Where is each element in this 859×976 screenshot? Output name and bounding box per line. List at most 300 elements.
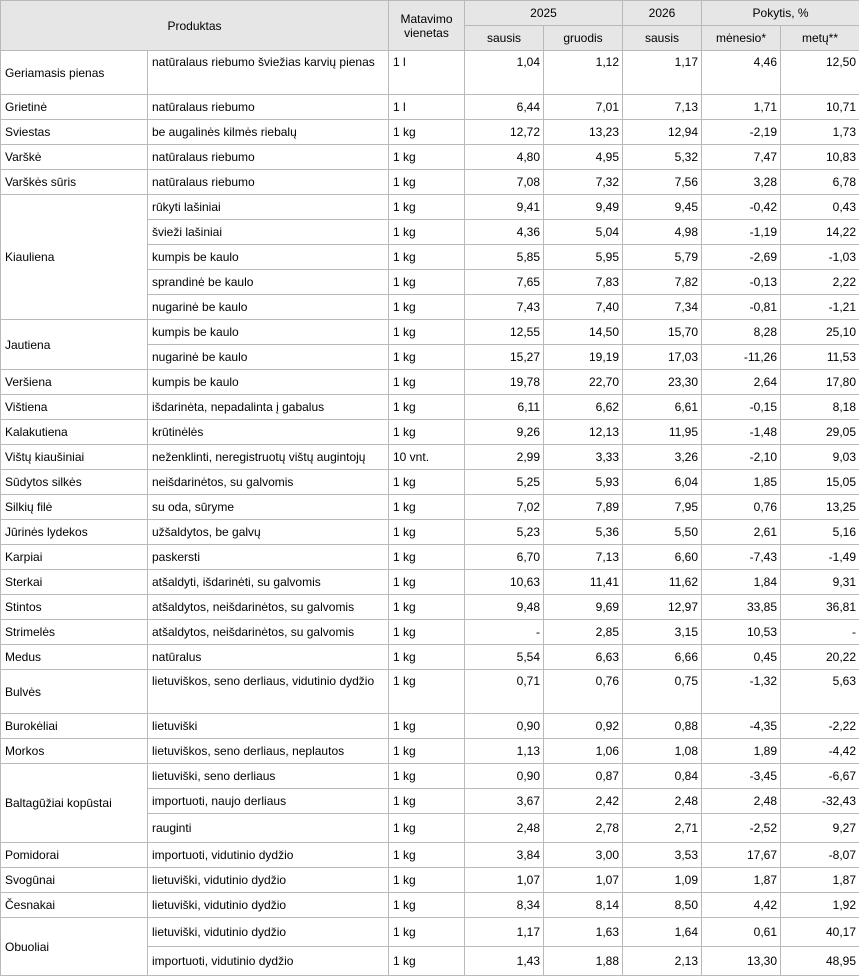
measure-unit: 1 kg <box>389 620 465 645</box>
product-description: neženklinti, neregistruotų vištų augintojų <box>148 445 389 470</box>
product-name: Jūrinės lydekos <box>1 520 148 545</box>
table-row <box>1 120 859 145</box>
product-name: Vištiena <box>1 395 148 420</box>
product-name: Strimelės <box>1 620 148 645</box>
month-change: 1,85 <box>702 470 781 495</box>
price-jan-2025: 5,54 <box>465 645 544 670</box>
price-dec-2025: 5,93 <box>544 470 623 495</box>
product-description: lietuviški <box>148 714 389 739</box>
measure-unit: 1 kg <box>389 345 465 370</box>
year-change: 29,05 <box>781 420 859 445</box>
price-dec-2025: 7,01 <box>544 95 623 120</box>
price-jan-2026: 0,84 <box>623 764 702 789</box>
measure-unit: 1 kg <box>389 947 465 976</box>
price-jan-2025: 3,84 <box>465 843 544 868</box>
price-jan-2025: 0,90 <box>465 764 544 789</box>
price-jan-2026: 2,71 <box>623 814 702 843</box>
measure-unit: 1 kg <box>389 789 465 814</box>
measure-unit: 1 kg <box>389 739 465 764</box>
price-dec-2025: 3,33 <box>544 445 623 470</box>
measure-unit: 1 kg <box>389 470 465 495</box>
product-description: nugarinė be kaulo <box>148 295 389 320</box>
year-change: 36,81 <box>781 595 859 620</box>
product-name: Sterkai <box>1 570 148 595</box>
price-jan-2025: 5,85 <box>465 245 544 270</box>
price-dec-2025: 5,95 <box>544 245 623 270</box>
price-jan-2025: - <box>465 620 544 645</box>
header-unit: Matavimo vienetas <box>389 1 465 51</box>
product-description: rūkyti lašiniai <box>148 195 389 220</box>
price-jan-2026: 5,50 <box>623 520 702 545</box>
measure-unit: 1 l <box>389 51 465 95</box>
measure-unit: 1 kg <box>389 764 465 789</box>
price-jan-2025: 1,07 <box>465 868 544 893</box>
product-name: Stintos <box>1 595 148 620</box>
product-description: lietuviški, seno derliaus <box>148 764 389 789</box>
product-name: Baltagūžiai kopūstai <box>1 764 148 843</box>
month-change: 0,61 <box>702 918 781 947</box>
price-jan-2026: 6,04 <box>623 470 702 495</box>
table-row <box>1 620 859 645</box>
price-dec-2025: 5,04 <box>544 220 623 245</box>
month-change: 0,76 <box>702 495 781 520</box>
measure-unit: 1 kg <box>389 645 465 670</box>
month-change: -2,52 <box>702 814 781 843</box>
price-jan-2025: 19,78 <box>465 370 544 395</box>
table-row <box>1 320 859 345</box>
price-jan-2026: 7,82 <box>623 270 702 295</box>
price-dec-2025: 1,07 <box>544 868 623 893</box>
measure-unit: 1 kg <box>389 545 465 570</box>
price-dec-2025: 2,42 <box>544 789 623 814</box>
price-jan-2026: 3,15 <box>623 620 702 645</box>
measure-unit: 1 kg <box>389 893 465 918</box>
product-description: lietuviški, vidutinio dydžio <box>148 893 389 918</box>
price-jan-2025: 0,71 <box>465 670 544 714</box>
price-jan-2026: 5,32 <box>623 145 702 170</box>
price-jan-2025: 9,41 <box>465 195 544 220</box>
month-change: 0,45 <box>702 645 781 670</box>
price-dec-2025: 6,63 <box>544 645 623 670</box>
price-dec-2025: 7,89 <box>544 495 623 520</box>
product-name: Jautiena <box>1 320 148 370</box>
month-change: -0,81 <box>702 295 781 320</box>
price-dec-2025: 9,69 <box>544 595 623 620</box>
price-dec-2025: 1,63 <box>544 918 623 947</box>
month-change: -0,15 <box>702 395 781 420</box>
price-dec-2025: 19,19 <box>544 345 623 370</box>
price-dec-2025: 0,76 <box>544 670 623 714</box>
product-description: neišdarinėtos, su galvomis <box>148 470 389 495</box>
product-description: nugarinė be kaulo <box>148 345 389 370</box>
product-description: atšaldytos, neišdarinėtos, su galvomis <box>148 595 389 620</box>
month-change: 2,64 <box>702 370 781 395</box>
month-change: -1,48 <box>702 420 781 445</box>
month-change: 1,87 <box>702 868 781 893</box>
month-change: 1,71 <box>702 95 781 120</box>
year-change: 40,17 <box>781 918 859 947</box>
month-change: 10,53 <box>702 620 781 645</box>
price-jan-2025: 1,13 <box>465 739 544 764</box>
product-description: atšaldyti, išdarinėti, su galvomis <box>148 570 389 595</box>
year-change: -1,21 <box>781 295 859 320</box>
measure-unit: 1 kg <box>389 495 465 520</box>
measure-unit: 1 kg <box>389 520 465 545</box>
month-change: 17,67 <box>702 843 781 868</box>
product-description: kumpis be kaulo <box>148 370 389 395</box>
price-jan-2026: 7,13 <box>623 95 702 120</box>
header-product: Produktas <box>1 1 389 51</box>
product-description: krūtinėlės <box>148 420 389 445</box>
measure-unit: 1 kg <box>389 395 465 420</box>
product-description: importuoti, vidutinio dydžio <box>148 947 389 976</box>
product-name: Kiauliena <box>1 195 148 320</box>
product-description: natūralaus riebumo <box>148 170 389 195</box>
year-change: -6,67 <box>781 764 859 789</box>
price-jan-2025: 1,17 <box>465 918 544 947</box>
table-row <box>1 495 859 520</box>
table-row <box>1 714 859 739</box>
table-row <box>1 764 859 789</box>
price-dec-2025: 12,13 <box>544 420 623 445</box>
table-row <box>1 195 859 220</box>
price-jan-2026: 12,97 <box>623 595 702 620</box>
price-jan-2026: 2,48 <box>623 789 702 814</box>
measure-unit: 1 kg <box>389 843 465 868</box>
year-change: -1,49 <box>781 545 859 570</box>
price-jan-2025: 15,27 <box>465 345 544 370</box>
month-change: -11,26 <box>702 345 781 370</box>
price-dec-2025: 2,85 <box>544 620 623 645</box>
price-jan-2026: 5,79 <box>623 245 702 270</box>
price-jan-2025: 6,44 <box>465 95 544 120</box>
header-year-change: metų** <box>781 26 859 51</box>
price-dec-2025: 3,00 <box>544 843 623 868</box>
price-jan-2025: 6,11 <box>465 395 544 420</box>
product-name: Obuoliai <box>1 918 148 976</box>
year-change: -2,22 <box>781 714 859 739</box>
measure-unit: 1 kg <box>389 595 465 620</box>
product-name: Grietinė <box>1 95 148 120</box>
product-description: importuoti, naujo derliaus <box>148 789 389 814</box>
year-change: 2,22 <box>781 270 859 295</box>
header-change: Pokytis, % <box>702 1 859 26</box>
product-name: Kalakutiena <box>1 420 148 445</box>
measure-unit: 1 kg <box>389 714 465 739</box>
month-change: 8,28 <box>702 320 781 345</box>
product-name: Sūdytos silkės <box>1 470 148 495</box>
year-change: - <box>781 620 859 645</box>
product-name: Burokėliai <box>1 714 148 739</box>
price-jan-2026: 7,34 <box>623 295 702 320</box>
measure-unit: 1 kg <box>389 868 465 893</box>
header-month-change: mėnesio* <box>702 26 781 51</box>
measure-unit: 1 kg <box>389 270 465 295</box>
price-jan-2025: 3,67 <box>465 789 544 814</box>
product-description: rauginti <box>148 814 389 843</box>
table-row <box>1 918 859 947</box>
price-jan-2025: 9,26 <box>465 420 544 445</box>
product-description: lietuviškos, seno derliaus, vidutinio dydžio <box>148 670 389 714</box>
month-change: -7,43 <box>702 545 781 570</box>
measure-unit: 1 kg <box>389 814 465 843</box>
header-jan-2026: sausis <box>623 26 702 51</box>
price-jan-2026: 1,64 <box>623 918 702 947</box>
product-name: Varškės sūris <box>1 170 148 195</box>
year-change: 1,87 <box>781 868 859 893</box>
year-change: 6,78 <box>781 170 859 195</box>
table-row <box>1 420 859 445</box>
product-name: Karpiai <box>1 545 148 570</box>
product-description: natūralus <box>148 645 389 670</box>
price-jan-2026: 4,98 <box>623 220 702 245</box>
product-name: Geriamasis pienas <box>1 51 148 95</box>
header-dec-2025: gruodis <box>544 26 623 51</box>
table-row <box>1 51 859 95</box>
year-change: 0,43 <box>781 195 859 220</box>
year-change: -8,07 <box>781 843 859 868</box>
price-jan-2026: 8,50 <box>623 893 702 918</box>
year-change: 48,95 <box>781 947 859 976</box>
year-change: 8,18 <box>781 395 859 420</box>
price-dec-2025: 0,87 <box>544 764 623 789</box>
price-dec-2025: 6,62 <box>544 395 623 420</box>
product-name: Sviestas <box>1 120 148 145</box>
product-description: importuoti, vidutinio dydžio <box>148 843 389 868</box>
product-description: natūralaus riebumo <box>148 145 389 170</box>
price-jan-2025: 7,65 <box>465 270 544 295</box>
measure-unit: 1 kg <box>389 295 465 320</box>
price-jan-2025: 7,08 <box>465 170 544 195</box>
measure-unit: 1 kg <box>389 220 465 245</box>
month-change: 13,30 <box>702 947 781 976</box>
price-jan-2026: 11,95 <box>623 420 702 445</box>
product-name: Medus <box>1 645 148 670</box>
price-jan-2026: 3,53 <box>623 843 702 868</box>
product-description: kumpis be kaulo <box>148 245 389 270</box>
price-jan-2026: 1,08 <box>623 739 702 764</box>
price-dec-2025: 22,70 <box>544 370 623 395</box>
price-jan-2026: 15,70 <box>623 320 702 345</box>
price-jan-2026: 7,56 <box>623 170 702 195</box>
month-change: 7,47 <box>702 145 781 170</box>
price-dec-2025: 5,36 <box>544 520 623 545</box>
table-row <box>1 520 859 545</box>
price-jan-2025: 1,43 <box>465 947 544 976</box>
table-row <box>1 843 859 868</box>
table-row <box>1 470 859 495</box>
year-change: -32,43 <box>781 789 859 814</box>
table-row <box>1 868 859 893</box>
price-jan-2025: 7,43 <box>465 295 544 320</box>
price-jan-2026: 6,66 <box>623 645 702 670</box>
price-jan-2026: 3,26 <box>623 445 702 470</box>
product-description: švieži lašiniai <box>148 220 389 245</box>
product-description: kumpis be kaulo <box>148 320 389 345</box>
table-row <box>1 170 859 195</box>
price-jan-2026: 7,95 <box>623 495 702 520</box>
price-jan-2026: 17,03 <box>623 345 702 370</box>
product-name: Varškė <box>1 145 148 170</box>
month-change: -3,45 <box>702 764 781 789</box>
month-change: -0,42 <box>702 195 781 220</box>
table-row <box>1 893 859 918</box>
month-change: 33,85 <box>702 595 781 620</box>
price-dec-2025: 7,83 <box>544 270 623 295</box>
table-row <box>1 645 859 670</box>
month-change: 2,61 <box>702 520 781 545</box>
price-jan-2025: 4,80 <box>465 145 544 170</box>
month-change: 2,48 <box>702 789 781 814</box>
price-jan-2026: 12,94 <box>623 120 702 145</box>
product-name: Silkių filė <box>1 495 148 520</box>
price-jan-2026: 9,45 <box>623 195 702 220</box>
price-jan-2025: 6,70 <box>465 545 544 570</box>
price-dec-2025: 2,78 <box>544 814 623 843</box>
table-row <box>1 395 859 420</box>
price-jan-2025: 4,36 <box>465 220 544 245</box>
price-jan-2025: 1,04 <box>465 51 544 95</box>
measure-unit: 10 vnt. <box>389 445 465 470</box>
product-description: be augalinės kilmės riebalų <box>148 120 389 145</box>
measure-unit: 1 kg <box>389 195 465 220</box>
product-description: sprandinė be kaulo <box>148 270 389 295</box>
month-change: -0,13 <box>702 270 781 295</box>
table-row <box>1 445 859 470</box>
price-dec-2025: 11,41 <box>544 570 623 595</box>
year-change: 9,03 <box>781 445 859 470</box>
year-change: 1,73 <box>781 120 859 145</box>
product-name: Svogūnai <box>1 868 148 893</box>
table-body <box>1 51 859 976</box>
price-dec-2025: 7,32 <box>544 170 623 195</box>
header-year-2025: 2025 <box>465 1 623 26</box>
measure-unit: 1 kg <box>389 420 465 445</box>
month-change: 1,84 <box>702 570 781 595</box>
price-jan-2025: 9,48 <box>465 595 544 620</box>
price-dec-2025: 1,06 <box>544 739 623 764</box>
price-dec-2025: 14,50 <box>544 320 623 345</box>
product-name: Vištų kiaušiniai <box>1 445 148 470</box>
month-change: 4,42 <box>702 893 781 918</box>
product-description: lietuviški, vidutinio dydžio <box>148 918 389 947</box>
measure-unit: 1 kg <box>389 170 465 195</box>
price-jan-2026: 0,75 <box>623 670 702 714</box>
price-jan-2025: 8,34 <box>465 893 544 918</box>
year-change: 10,71 <box>781 95 859 120</box>
table-row <box>1 595 859 620</box>
product-description: atšaldytos, neišdarinėtos, su galvomis <box>148 620 389 645</box>
price-jan-2025: 2,48 <box>465 814 544 843</box>
price-jan-2025: 12,72 <box>465 120 544 145</box>
price-jan-2025: 5,25 <box>465 470 544 495</box>
table-row <box>1 739 859 764</box>
price-jan-2025: 5,23 <box>465 520 544 545</box>
month-change: -2,69 <box>702 245 781 270</box>
price-dec-2025: 7,13 <box>544 545 623 570</box>
header-year-2026: 2026 <box>623 1 702 26</box>
month-change: -4,35 <box>702 714 781 739</box>
year-change: 25,10 <box>781 320 859 345</box>
month-change: -2,19 <box>702 120 781 145</box>
product-description: natūralaus riebumo <box>148 95 389 120</box>
product-description: su oda, sūryme <box>148 495 389 520</box>
price-dec-2025: 8,14 <box>544 893 623 918</box>
table-row <box>1 95 859 120</box>
year-change: 12,50 <box>781 51 859 95</box>
year-change: 20,22 <box>781 645 859 670</box>
product-name: Česnakai <box>1 893 148 918</box>
price-jan-2026: 1,17 <box>623 51 702 95</box>
price-dec-2025: 7,40 <box>544 295 623 320</box>
table-header <box>1 1 859 51</box>
product-description: išdarinėta, nepadalinta į gabalus <box>148 395 389 420</box>
product-description: paskersti <box>148 545 389 570</box>
price-jan-2025: 10,63 <box>465 570 544 595</box>
table-row <box>1 145 859 170</box>
year-change: -4,42 <box>781 739 859 764</box>
product-description: natūralaus riebumo šviežias karvių pienas <box>148 51 389 95</box>
month-change: -1,19 <box>702 220 781 245</box>
price-dec-2025: 9,49 <box>544 195 623 220</box>
measure-unit: 1 kg <box>389 918 465 947</box>
price-dec-2025: 0,92 <box>544 714 623 739</box>
price-jan-2026: 0,88 <box>623 714 702 739</box>
price-jan-2026: 6,60 <box>623 545 702 570</box>
product-name: Bulvės <box>1 670 148 714</box>
year-change: 17,80 <box>781 370 859 395</box>
price-jan-2026: 1,09 <box>623 868 702 893</box>
price-jan-2025: 2,99 <box>465 445 544 470</box>
price-jan-2026: 2,13 <box>623 947 702 976</box>
price-jan-2026: 11,62 <box>623 570 702 595</box>
year-change: 13,25 <box>781 495 859 520</box>
month-change: -2,10 <box>702 445 781 470</box>
table-row <box>1 370 859 395</box>
product-name: Morkos <box>1 739 148 764</box>
price-jan-2025: 7,02 <box>465 495 544 520</box>
product-description: lietuviški, vidutinio dydžio <box>148 868 389 893</box>
year-change: 10,83 <box>781 145 859 170</box>
measure-unit: 1 kg <box>389 120 465 145</box>
product-description: užšaldytos, be galvų <box>148 520 389 545</box>
year-change: 9,31 <box>781 570 859 595</box>
year-change: 15,05 <box>781 470 859 495</box>
header-jan-2025: sausis <box>465 26 544 51</box>
month-change: 1,89 <box>702 739 781 764</box>
measure-unit: 1 kg <box>389 670 465 714</box>
year-change: 1,92 <box>781 893 859 918</box>
table-row <box>1 545 859 570</box>
measure-unit: 1 l <box>389 95 465 120</box>
price-jan-2026: 23,30 <box>623 370 702 395</box>
price-dec-2025: 1,88 <box>544 947 623 976</box>
year-change: 11,53 <box>781 345 859 370</box>
month-change: 4,46 <box>702 51 781 95</box>
year-change: -1,03 <box>781 245 859 270</box>
table-row <box>1 570 859 595</box>
price-dec-2025: 1,12 <box>544 51 623 95</box>
table-row <box>1 670 859 714</box>
price-dec-2025: 13,23 <box>544 120 623 145</box>
product-description: lietuviškos, seno derliaus, neplautos <box>148 739 389 764</box>
month-change: 3,28 <box>702 170 781 195</box>
measure-unit: 1 kg <box>389 370 465 395</box>
product-name: Veršiena <box>1 370 148 395</box>
measure-unit: 1 kg <box>389 570 465 595</box>
year-change: 5,63 <box>781 670 859 714</box>
year-change: 5,16 <box>781 520 859 545</box>
